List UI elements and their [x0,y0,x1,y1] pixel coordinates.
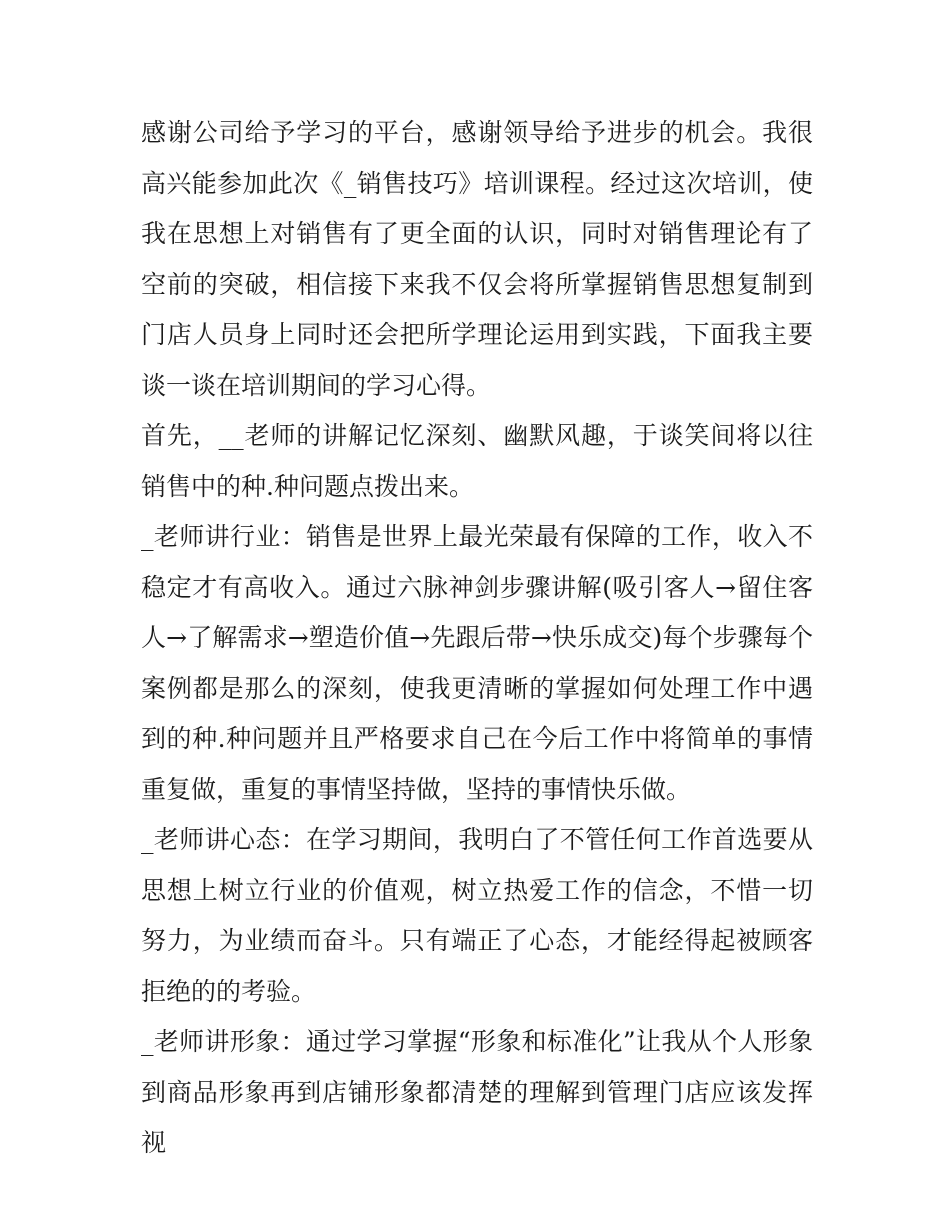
paragraph-teacher-style: 首先，__老师的讲解记忆深刻、幽默风趣，于谈笑间将以往销售中的种.种问题点拨出来。 [141,421,813,501]
paragraph-image: _老师讲形象：通过学习掌握“形象和标准化”让我从个人形象到商品形象再到店铺形象都清楚的理解到管理门店应该发挥视 [141,1027,813,1157]
paragraph-mindset: _老师讲心态：在学习期间，我明白了不管任何工作首选要从思想上树立行业的价值观，树立热爱工作的信念，不惜一切努力，为业绩而奋斗。只有端正了心态，才能经得起被顾客拒绝的的考验。 [141,825,813,1006]
paragraph-gratitude-intro: 感谢公司给予学习的平台，感谢领导给予进步的机会。我很高兴能参加此次《_销售技巧》培训课程。经过这次培训，使我在思想上对销售有了更全面的认识，同时对销售理论有了空前的突破，相信接下来我不仅会将所掌握销售思想复制到门店人员身上同时还会把所学理论运用到实践，下面我主要谈一谈在培训期间的学习心得。 [141,118,813,400]
document-body [141,108,813,1169]
paragraph-industry: _老师讲行业：销售是世界上最光荣最有保障的工作，收入不稳定才有高收入。通过六脉神剑步骤讲解(吸引客人→留住客人→了解需求→塑造价值→先跟后带→快乐成交)每个步骤每个案例都是那么的深刻，使我更清晰的掌握如何处理工作中遇到的种.种问题并且严格要求自己在今后工作中将简单的事情重复做，重复的事情坚持做，坚持的事情快乐做。 [141,522,813,804]
